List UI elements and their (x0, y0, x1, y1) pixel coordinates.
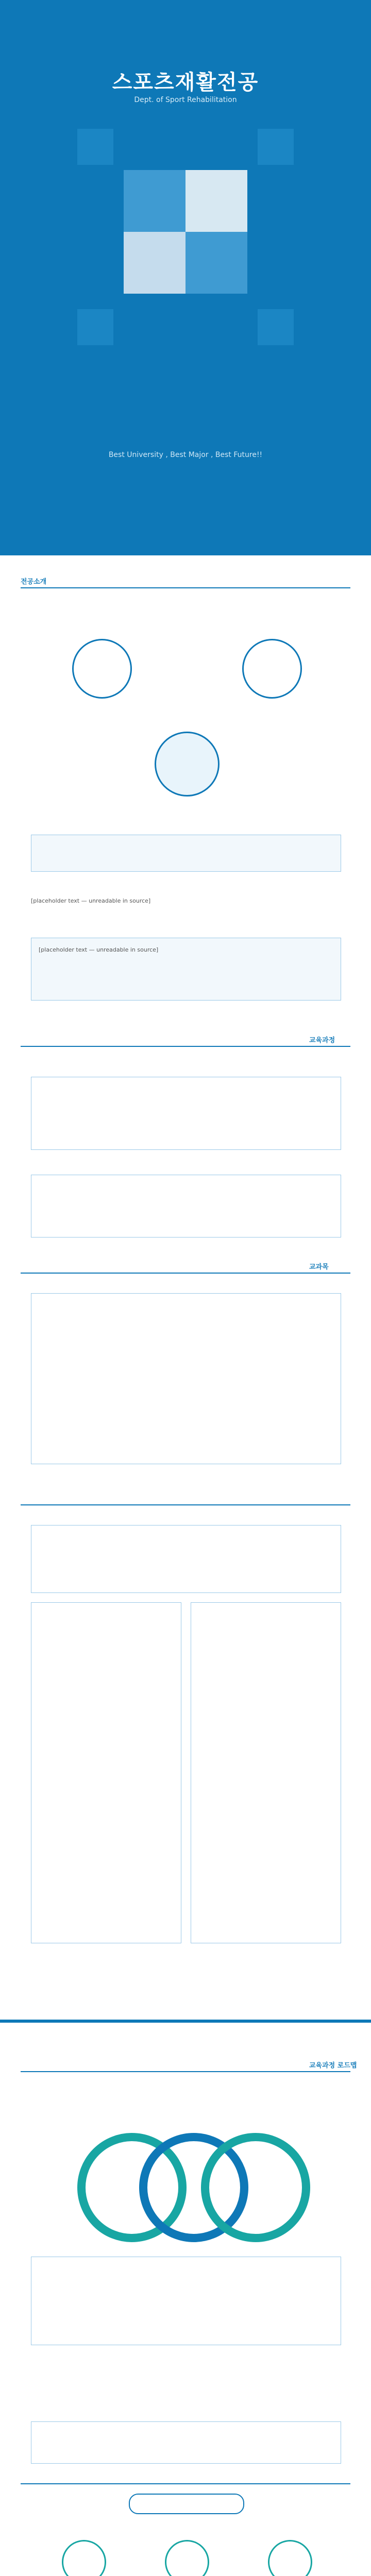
table (31, 1525, 341, 1593)
section-divider (21, 1504, 350, 1505)
diagram-center-circle (155, 732, 220, 796)
section-divider (21, 2071, 350, 2072)
hero-tile (77, 129, 113, 165)
hero-tile (77, 309, 113, 345)
table (31, 2257, 341, 2345)
section-divider (21, 1046, 350, 1047)
hero-tile (258, 309, 294, 345)
table (31, 2421, 341, 2464)
hero-photo-tile (124, 170, 185, 232)
diagram-circle (72, 639, 132, 699)
hero-subtitle: Dept. of Sport Rehabilitation (134, 96, 237, 104)
section-title: 교육과정 로드맵 (309, 2062, 357, 2070)
roadmap-node (268, 2540, 312, 2576)
diagram-ring (201, 2133, 310, 2242)
roadmap-node (62, 2540, 106, 2576)
intro-paragraph: [placeholder text — unreadable in source] (39, 946, 159, 953)
section-divider (21, 2483, 350, 2484)
hero-tile (258, 129, 294, 165)
divider-band (0, 2020, 371, 2023)
section-divider (21, 587, 350, 588)
section-divider (21, 1273, 350, 1274)
section-title: 교과목 (309, 1263, 329, 1271)
table (31, 1077, 341, 1150)
section-title: 교육과정 (309, 1037, 335, 1044)
roadmap-node (165, 2540, 209, 2576)
table (31, 1602, 181, 1943)
diagram-circle (242, 639, 302, 699)
hero-photo-tile (185, 232, 247, 294)
hero-photo-tile (185, 170, 247, 232)
hero-photo-tile (124, 232, 185, 294)
table (31, 1175, 341, 1238)
table (31, 1293, 341, 1464)
intro-paragraph: [placeholder text — unreadable in source] (31, 897, 151, 904)
info-box (31, 835, 341, 872)
hero-tagline: Best University , Best Major , Best Future!! (108, 451, 263, 459)
section-title: 전공소개 (21, 578, 47, 586)
hero-title: 스포츠재활전공 (112, 71, 259, 94)
table (191, 1602, 341, 1943)
roadmap-header (129, 2494, 244, 2514)
